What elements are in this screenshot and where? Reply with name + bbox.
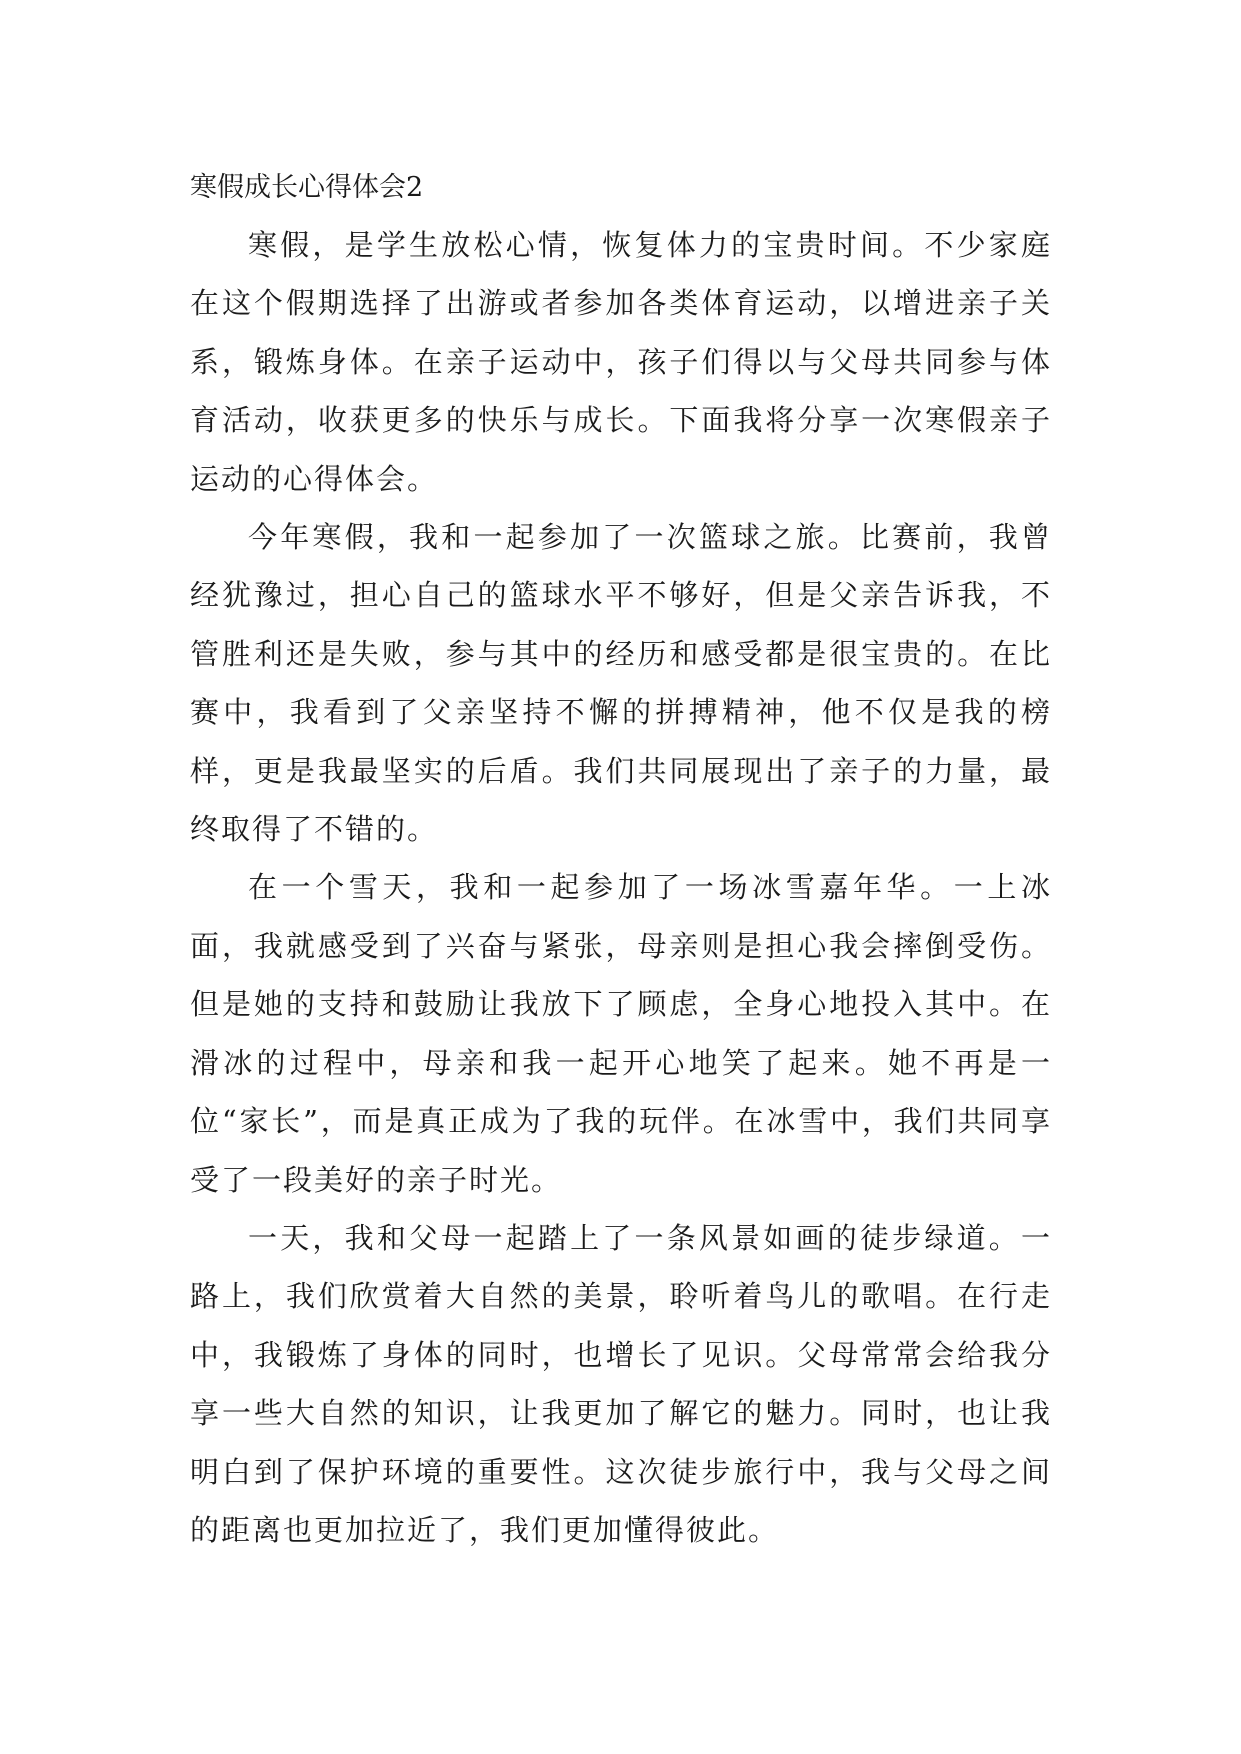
- paragraph-hiking: 一天，我和父母一起踏上了一条风景如画的徒步绿道。一路上，我们欣赏着大自然的美景，聆听着鸟儿的歌唱。在行走中，我锻炼了身体的同时，也增长了见识。父母常常会给我分享一些大自然的知识，让我更加了解它的魅力。同时，也让我明白到了保护环境的重要性。这次徒步旅行中，我与父母之间的距离也更加拉近了，我们更加懂得彼此。: [190, 1220, 1052, 1547]
- paragraph-ice-carnival: 在一个雪天，我和一起参加了一场冰雪嘉年华。一上冰面，我就感受到了兴奋与紧张，母亲则是担心我会摔倒受伤。但是她的支持和鼓励让我放下了顾虑，全身心地投入其中。在滑冰的过程中，母亲和我一起开心地笑了起来。她不再是一位“家长”，而是真正成为了我的玩伴。在冰雪中，我们共同享受了一段美好的亲子时光。: [190, 870, 1052, 1197]
- paragraph-basketball: 今年寒假，我和一起参加了一次篮球之旅。比赛前，我曾经犹豫过，担心自己的篮球水平不够好，但是父亲告诉我，不管胜利还是失败，参与其中的经历和感受都是很宝贵的。在比赛中，我看到了父亲坚持不懈的拼搏精神，他不仅是我的榜样，更是我最坚实的后盾。我们共同展现出了亲子的力量，最终取得了不错的。: [190, 520, 1052, 847]
- document-body: [190, 160, 1052, 1559]
- paragraph-intro: 寒假，是学生放松心情，恢复体力的宝贵时间。不少家庭在这个假期选择了出游或者参加各类体育运动，以增进亲子关系，锻炼身体。在亲子运动中，孩子们得以与父母共同参与体育活动，收获更多的快乐与成长。下面我将分享一次寒假亲子运动的心得体会。: [190, 228, 1052, 496]
- document-title: 寒假成长心得体会2: [190, 172, 424, 203]
